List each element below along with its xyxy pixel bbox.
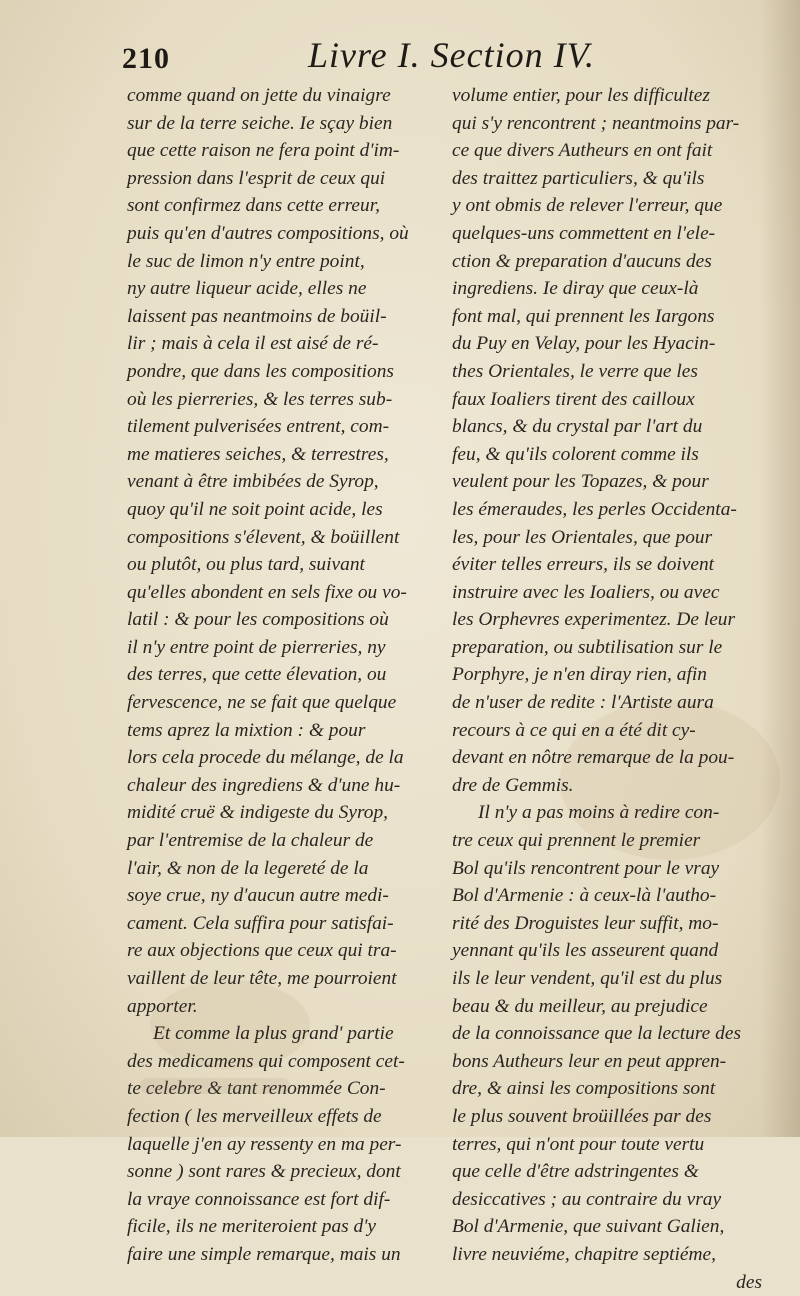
text-line: ction & preparation d'aucuns des <box>452 250 712 272</box>
text-line: blancs, & du crystal par l'art du <box>452 416 703 438</box>
text-line: laquelle j'en ay ressenty en ma per- <box>127 1133 402 1155</box>
text-line: le suc de limon n'y entre point, <box>127 250 365 272</box>
text-line: ils le leur vendent, qu'il est du plus <box>452 968 723 989</box>
catchword: des <box>736 1271 762 1293</box>
text-line: faux Ioaliers tirent des cailloux <box>452 388 695 410</box>
text-line: par l'entremise de la chaleur de <box>127 830 374 852</box>
text-line: Porphyre, je n'en diray rien, afin <box>452 664 707 686</box>
page-edge-shadow <box>760 0 800 1137</box>
text-line: Bol d'Armenie, que suivant Galien, <box>452 1216 725 1238</box>
text-line: puis qu'en d'autres compositions, où <box>127 222 409 244</box>
text-line: bons Autheurs leur en peut appren- <box>452 1050 727 1072</box>
text-line: instruire avec les Ioaliers, ou avec <box>452 581 720 603</box>
text-line: veulent pour les Topazes, & pour <box>452 471 709 493</box>
text-line: livre neuviéme, chapitre septiéme, <box>452 1243 716 1265</box>
text-line: des medicamens qui composent cet- <box>127 1050 405 1072</box>
text-line: lors cela procede du mélange, de la <box>127 747 404 769</box>
text-line: qui s'y rencontrent ; neantmoins par- <box>452 112 740 134</box>
text-line: de n'user de redite : l'Artiste aura <box>452 692 714 714</box>
page-number: 210 <box>122 42 170 75</box>
text-line: Il n'y a pas moins à redire con- <box>478 802 720 824</box>
text-line: recours à ce qui en a été dit cy- <box>452 719 696 741</box>
text-line: ou plutôt, ou plus tard, suivant <box>127 554 365 576</box>
text-line: ce que divers Autheurs en ont fait <box>452 140 713 162</box>
text-line: sont confirmez dans cette erreur, <box>127 195 380 217</box>
text-line: te celebre & tant renommée Con- <box>127 1078 386 1100</box>
text-line: compositions s'élevent, & boüillent <box>127 526 400 548</box>
bleed-through-mark <box>140 1078 290 1094</box>
text-line: desiccatives ; au contraire du vray <box>452 1188 722 1210</box>
text-line: chaleur des ingrediens & d'une hu- <box>127 774 401 796</box>
text-line: ingrediens. Ie diray que ceux-là <box>452 278 699 300</box>
text-line: re aux objections que ceux qui tra- <box>127 940 397 962</box>
text-line: Et comme la plus grand' partie <box>153 1023 394 1045</box>
text-line: l'air, & non de la legereté de la <box>127 857 369 879</box>
text-line: preparation, ou subtilisation sur le <box>452 636 723 658</box>
text-line: des traittez particuliers, & qu'ils <box>452 167 705 189</box>
text-line: feu, & qu'ils colorent comme ils <box>452 443 699 465</box>
text-line: venant à être imbibées de Syrop, <box>127 471 379 493</box>
text-line: devant en nôtre remarque de la pou- <box>452 747 735 769</box>
text-line: qu'elles abondent en sels fixe ou vo- <box>127 581 407 603</box>
text-line: cament. Cela suffira pour satisfai- <box>127 912 394 934</box>
text-line: le plus souvent broüillées par des <box>452 1105 712 1127</box>
text-line: quoy qu'il ne soit point acide, les <box>127 498 383 520</box>
text-line: fervescence, ne se fait que quelque <box>127 692 397 714</box>
text-line: latil : & pour les compositions où <box>127 609 389 631</box>
text-line: pondre, que dans les compositions <box>127 360 394 382</box>
text-column-right <box>452 82 762 1296</box>
page-header <box>118 34 758 84</box>
text-line: soye crue, ny d'aucun autre medi- <box>127 885 389 907</box>
text-line: tre ceux qui prennent le premier <box>452 830 701 852</box>
text-line: des terres, que cette élevation, ou <box>127 664 387 686</box>
text-line: font mal, qui prennent les Iargons <box>452 305 715 327</box>
running-head: Livre I. Section IV. <box>308 35 595 75</box>
text-line: les émeraudes, les perles Occidenta- <box>452 498 737 520</box>
text-line: où les pierreries, & les terres sub- <box>127 388 393 410</box>
text-line: les, pour les Orientales, que pour <box>452 526 713 548</box>
text-line: il n'y entre point de pierreries, ny <box>127 636 386 658</box>
text-line: pression dans l'esprit de ceux qui <box>127 167 386 189</box>
text-line: les Orphevres experimentez. De leur <box>452 609 736 631</box>
text-line: midité cruë & indigeste du Syrop, <box>127 802 389 824</box>
text-line: ficile, ils ne meriteroient pas d'y <box>127 1216 376 1238</box>
text-line: Bol qu'ils rencontrent pour le vray <box>452 857 720 879</box>
text-line: volume entier, pour les difficultez <box>452 85 710 106</box>
text-line: laissent pas neantmoins de boüil- <box>127 305 387 327</box>
text-line: que celle d'être adstringentes & <box>452 1161 699 1183</box>
text-line: yennant qu'ils les asseurent quand <box>452 940 719 962</box>
text-line: lir ; mais à cela il est aisé de ré- <box>127 333 379 355</box>
text-line: sonne ) sont rares & precieux, dont <box>127 1161 401 1183</box>
text-line: la vraye connoissance est fort dif- <box>127 1188 391 1210</box>
text-line: beau & du meilleur, au prejudice <box>452 995 708 1017</box>
text-line: fection ( les merveilleux effets de <box>127 1105 382 1127</box>
text-line: faire une simple remarque, mais un <box>127 1243 401 1265</box>
text-line: vaillent de leur tête, me pourroient <box>127 968 397 989</box>
text-line: rité des Droguistes leur suffit, mo- <box>452 912 719 934</box>
text-line: tilement pulverisées entrent, com- <box>127 416 390 438</box>
text-line: ny autre liqueur acide, elles ne <box>127 278 367 300</box>
text-line: du Puy en Velay, pour les Hyacin- <box>452 333 716 355</box>
text-line: terres, qui n'ont pour toute vertu <box>452 1133 705 1155</box>
text-line: dre de Gemmis. <box>452 774 574 796</box>
text-line: de la connoissance que la lecture des <box>452 1023 741 1045</box>
text-line: quelques-uns commettent en l'ele- <box>452 222 716 244</box>
text-line: sur de la terre seiche. Ie sçay bien <box>127 112 393 134</box>
text-line: y ont obmis de relever l'erreur, que <box>452 195 723 217</box>
text-line: me matieres seiches, & terrestres, <box>127 443 389 465</box>
text-line: thes Orientales, le verre que les <box>452 360 698 382</box>
text-line: dre, & ainsi les compositions sont <box>452 1078 716 1100</box>
text-line: que cette raison ne fera point d'im- <box>127 140 400 162</box>
text-line: tems aprez la mixtion : & pour <box>127 719 366 741</box>
text-line: apporter. <box>127 995 198 1017</box>
text-line: éviter telles erreurs, ils se doivent <box>452 554 715 576</box>
text-line: comme quand on jette du vinaigre <box>127 85 391 106</box>
text-line: Bol d'Armenie : à ceux-là l'autho- <box>452 885 717 907</box>
